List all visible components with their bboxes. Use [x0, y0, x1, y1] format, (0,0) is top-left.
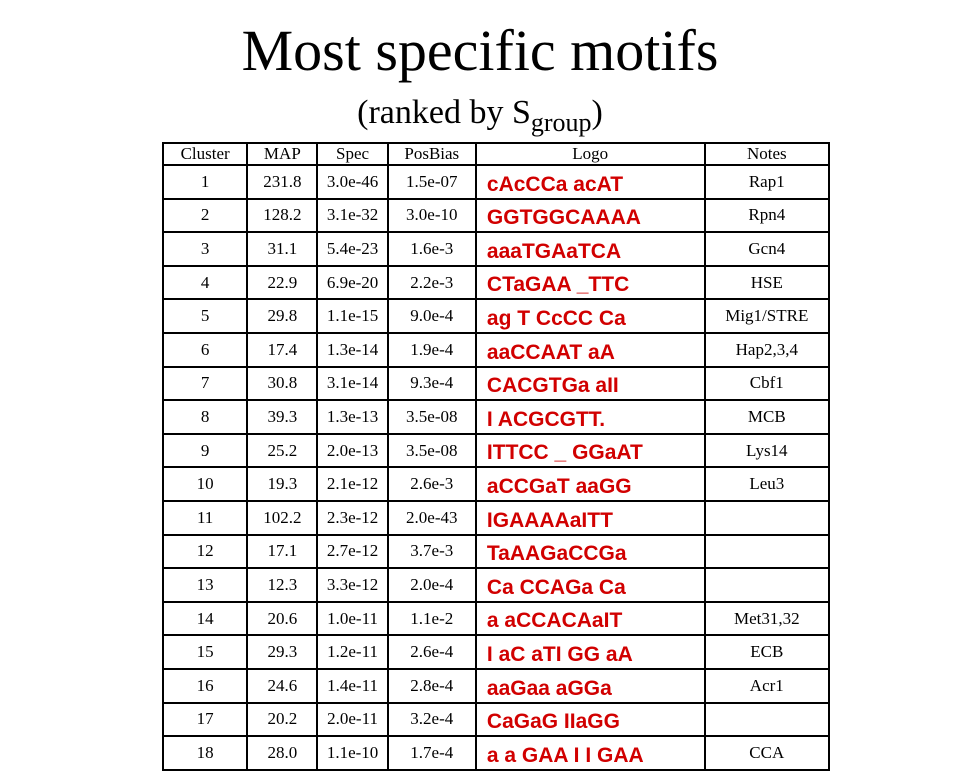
cell-posbias: 1.7e-4 — [388, 736, 476, 770]
cell-map: 22.9 — [247, 266, 317, 300]
sequence-logo — [487, 505, 687, 535]
cell-cluster: 6 — [163, 333, 247, 367]
logo-letters: aaaTGAaTCA — [486, 239, 622, 263]
cell-spec: 3.0e-46 — [317, 165, 387, 199]
table-row — [163, 669, 829, 703]
cell-cluster: 14 — [163, 602, 247, 636]
cell-cluster: 18 — [163, 736, 247, 770]
header-logo: Logo — [476, 143, 705, 165]
cell-cluster: 12 — [163, 535, 247, 569]
cell-logo — [476, 232, 705, 266]
table-row — [163, 635, 829, 669]
cell-posbias: 3.0e-10 — [388, 199, 476, 233]
cell-logo — [476, 703, 705, 737]
sequence-logo — [487, 202, 687, 232]
cell-logo — [476, 199, 705, 233]
cell-map: 29.8 — [247, 299, 317, 333]
cell-cluster: 7 — [163, 367, 247, 401]
cell-logo — [476, 400, 705, 434]
cell-posbias: 2.6e-4 — [388, 635, 476, 669]
cell-map: 30.8 — [247, 367, 317, 401]
cell-map: 19.3 — [247, 467, 317, 501]
header-spec: Spec — [317, 143, 387, 165]
cell-spec: 1.1e-15 — [317, 299, 387, 333]
cell-cluster: 8 — [163, 400, 247, 434]
cell-spec: 2.7e-12 — [317, 535, 387, 569]
cell-cluster: 17 — [163, 703, 247, 737]
table-row — [163, 199, 829, 233]
cell-map: 102.2 — [247, 501, 317, 535]
cell-spec: 2.1e-12 — [317, 467, 387, 501]
cell-notes: Leu3 — [705, 467, 829, 501]
cell-notes: Lys14 — [705, 434, 829, 468]
cell-logo — [476, 501, 705, 535]
sequence-logo — [487, 236, 687, 266]
table-row — [163, 568, 829, 602]
cell-map: 12.3 — [247, 568, 317, 602]
cell-map: 29.3 — [247, 635, 317, 669]
cell-notes: ECB — [705, 635, 829, 669]
cell-spec: 2.3e-12 — [317, 501, 387, 535]
table-row — [163, 299, 829, 333]
cell-posbias: 3.5e-08 — [388, 400, 476, 434]
cell-spec: 3.1e-32 — [317, 199, 387, 233]
cell-cluster: 13 — [163, 568, 247, 602]
cell-notes — [705, 703, 829, 737]
cell-spec: 5.4e-23 — [317, 232, 387, 266]
cell-posbias: 1.1e-2 — [388, 602, 476, 636]
logo-letters: IGAAAAaITT — [486, 508, 613, 532]
cell-logo — [476, 736, 705, 770]
table-row — [163, 535, 829, 569]
cell-spec: 1.3e-14 — [317, 333, 387, 367]
logo-letters: CTaGAA _TTC — [486, 273, 630, 297]
table-row — [163, 400, 829, 434]
cell-notes: CCA — [705, 736, 829, 770]
logo-baseline — [487, 769, 687, 770]
sequence-logo — [487, 471, 687, 501]
table-header-row — [163, 143, 829, 165]
table-row — [163, 736, 829, 770]
cell-notes: Cbf1 — [705, 367, 829, 401]
header-notes: Notes — [705, 143, 829, 165]
logo-letters: aaCCAAT aA — [486, 340, 615, 364]
cell-posbias: 3.5e-08 — [388, 434, 476, 468]
sequence-logo — [487, 370, 687, 400]
cell-posbias: 9.3e-4 — [388, 367, 476, 401]
sequence-logo — [487, 706, 687, 736]
logo-letters: cAcCCa acAT — [486, 172, 624, 196]
logo-letters: a a GAA I I GAA — [486, 743, 644, 767]
sequence-logo — [487, 740, 687, 770]
table-row — [163, 333, 829, 367]
table-row — [163, 367, 829, 401]
cell-posbias: 1.9e-4 — [388, 333, 476, 367]
cell-posbias: 2.8e-4 — [388, 669, 476, 703]
header-posbias: PosBias — [388, 143, 476, 165]
header-map: MAP — [247, 143, 317, 165]
motif-table — [162, 142, 830, 771]
logo-letters: Ca CCAGa Ca — [486, 575, 626, 599]
cell-cluster: 11 — [163, 501, 247, 535]
sequence-logo — [487, 572, 687, 602]
cell-spec: 1.0e-11 — [317, 602, 387, 636]
sequence-logo — [487, 303, 687, 333]
table-row — [163, 434, 829, 468]
cell-posbias: 2.0e-43 — [388, 501, 476, 535]
cell-logo — [476, 635, 705, 669]
logo-letters: I ACGCGTT. — [486, 407, 606, 431]
cell-map: 20.2 — [247, 703, 317, 737]
cell-notes — [705, 501, 829, 535]
cell-map: 20.6 — [247, 602, 317, 636]
slide-subtitle — [0, 92, 960, 144]
cell-logo — [476, 568, 705, 602]
cell-cluster: 10 — [163, 467, 247, 501]
table-row — [163, 232, 829, 266]
cell-map: 231.8 — [247, 165, 317, 199]
cell-logo — [476, 602, 705, 636]
cell-posbias: 3.7e-3 — [388, 535, 476, 569]
sequence-logo — [487, 404, 687, 434]
sequence-logo — [487, 269, 687, 299]
logo-letters: ITTCC _ GGaAT — [486, 441, 643, 465]
cell-spec: 1.2e-11 — [317, 635, 387, 669]
cell-posbias: 3.2e-4 — [388, 703, 476, 737]
cell-cluster: 4 — [163, 266, 247, 300]
cell-map: 128.2 — [247, 199, 317, 233]
cell-posbias: 9.0e-4 — [388, 299, 476, 333]
table-row — [163, 467, 829, 501]
cell-spec: 3.1e-14 — [317, 367, 387, 401]
subtitle-suffix: ) — [591, 94, 603, 131]
cell-cluster: 2 — [163, 199, 247, 233]
cell-notes: Acr1 — [705, 669, 829, 703]
cell-notes: Rap1 — [705, 165, 829, 199]
subtitle-prefix: (ranked by S — [357, 94, 531, 131]
cell-posbias: 2.6e-3 — [388, 467, 476, 501]
cell-spec: 2.0e-13 — [317, 434, 387, 468]
logo-letters: aaGaa aGGa — [486, 676, 612, 700]
cell-map: 17.4 — [247, 333, 317, 367]
cell-posbias: 1.5e-07 — [388, 165, 476, 199]
sequence-logo — [487, 169, 687, 199]
logo-letters: CaGaG IIaGG — [486, 710, 620, 734]
logo-letters: I aC aTI GG aA — [486, 643, 633, 666]
table-row — [163, 703, 829, 737]
cell-logo — [476, 266, 705, 300]
cell-map: 31.1 — [247, 232, 317, 266]
cell-logo — [476, 434, 705, 468]
cell-notes: Mig1/STRE — [705, 299, 829, 333]
cell-cluster: 3 — [163, 232, 247, 266]
table-row — [163, 501, 829, 535]
cell-map: 39.3 — [247, 400, 317, 434]
cell-notes: MCB — [705, 400, 829, 434]
sequence-logo — [487, 437, 687, 467]
cell-logo — [476, 165, 705, 199]
cell-notes — [705, 535, 829, 569]
cell-notes: Met31,32 — [705, 602, 829, 636]
table-body — [163, 165, 829, 770]
cell-map: 28.0 — [247, 736, 317, 770]
table-row — [163, 165, 829, 199]
logo-letters: CACGTGa aII — [486, 374, 619, 398]
cell-logo — [476, 299, 705, 333]
cell-spec: 1.1e-10 — [317, 736, 387, 770]
sequence-logo — [487, 639, 687, 669]
sequence-logo — [487, 538, 687, 568]
cell-posbias: 1.6e-3 — [388, 232, 476, 266]
table-row — [163, 602, 829, 636]
cell-map: 17.1 — [247, 535, 317, 569]
cell-logo — [476, 535, 705, 569]
subtitle-subscript: group — [530, 108, 592, 137]
cell-map: 24.6 — [247, 669, 317, 703]
cell-notes: Rpn4 — [705, 199, 829, 233]
header-cluster: Cluster — [163, 143, 247, 165]
cell-cluster: 16 — [163, 669, 247, 703]
cell-logo — [476, 467, 705, 501]
slide-title: Most specific motifs — [241, 18, 719, 83]
cell-cluster: 1 — [163, 165, 247, 199]
cell-notes — [705, 568, 829, 602]
logo-letters: TaAAGaCCGa — [486, 542, 627, 566]
cell-notes: Hap2,3,4 — [705, 333, 829, 367]
sequence-logo — [487, 673, 687, 703]
logo-letters: aCCGaT aaGG — [486, 475, 632, 499]
cell-logo — [476, 669, 705, 703]
cell-spec: 3.3e-12 — [317, 568, 387, 602]
cell-spec: 6.9e-20 — [317, 266, 387, 300]
cell-posbias: 2.2e-3 — [388, 266, 476, 300]
cell-logo — [476, 367, 705, 401]
logo-letters: ag T CcCC Ca — [486, 307, 626, 331]
cell-spec: 1.3e-13 — [317, 400, 387, 434]
logo-letters: a aCCACAaIT — [486, 609, 623, 633]
cell-map: 25.2 — [247, 434, 317, 468]
cell-cluster: 15 — [163, 635, 247, 669]
cell-notes: Gcn4 — [705, 232, 829, 266]
cell-notes: HSE — [705, 266, 829, 300]
cell-posbias: 2.0e-4 — [388, 568, 476, 602]
sequence-logo — [487, 605, 687, 635]
sequence-logo — [487, 337, 687, 367]
logo-letters: GGTGGCAAAA — [486, 206, 641, 230]
table-row — [163, 266, 829, 300]
cell-logo — [476, 333, 705, 367]
cell-cluster: 9 — [163, 434, 247, 468]
cell-spec: 2.0e-11 — [317, 703, 387, 737]
cell-cluster: 5 — [163, 299, 247, 333]
cell-spec: 1.4e-11 — [317, 669, 387, 703]
